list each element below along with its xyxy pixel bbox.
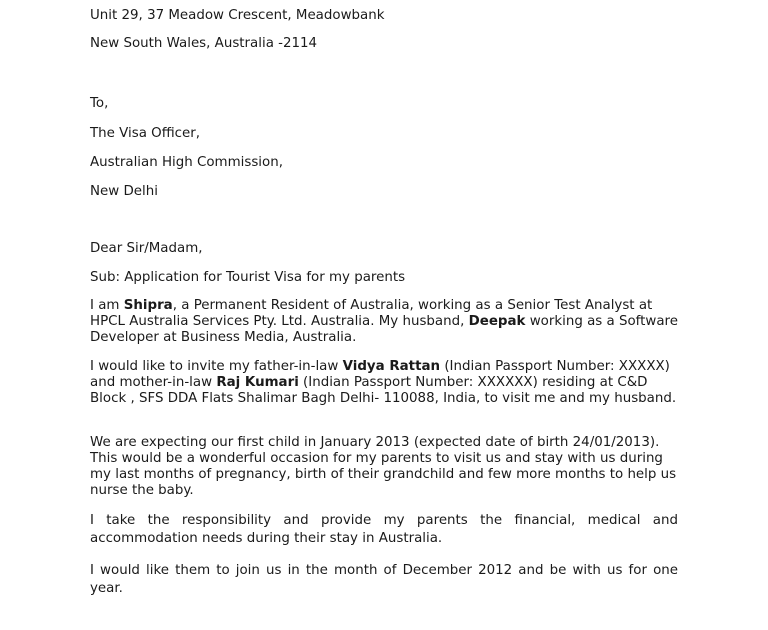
salutation: Dear Sir/Madam, bbox=[90, 241, 203, 256]
para2-text-1: I would like to invite my father-in-law bbox=[90, 359, 343, 374]
paragraph-responsibility: I take the responsibility and provide my parents the financial, medical and accommodation needs during their stay in Australia. bbox=[90, 513, 678, 546]
recipient-to: To, bbox=[90, 96, 109, 111]
para1-text-1: I am bbox=[90, 298, 124, 313]
recipient-commission: Australian High Commission, bbox=[90, 155, 283, 170]
paragraph-expecting: We are expecting our first child in January 2013 (expected date of birth 24/01/2013). This would be a wonderful occasion for my parents to visit us and stay with us during my last months of pregnancy, birth of their grandchild and few more months to help us nurse the baby. bbox=[90, 435, 677, 498]
address-line-2: New South Wales, Australia -2114 bbox=[90, 36, 318, 51]
para1-text-2: , a Permanent Resident of Australia, working as a Senior Test Analyst at HPCL Australia Services Pty. Ltd. Australia. My husband, bbox=[90, 298, 653, 329]
paragraph-invitation bbox=[90, 359, 678, 407]
para1-text-3: working as a Software Developer at Business Media, Australia. bbox=[90, 314, 679, 345]
paragraph-introduction bbox=[90, 298, 678, 346]
para2-text-2: (Indian Passport Number: XXXXX) and mother-in-law bbox=[90, 359, 670, 390]
father-in-law-name: Vidya Rattan bbox=[342, 359, 441, 374]
address-line-1: Unit 29, 37 Meadow Crescent, Meadowbank bbox=[90, 8, 385, 23]
recipient-city: New Delhi bbox=[90, 184, 158, 199]
applicant-name: Shipra bbox=[123, 298, 173, 313]
recipient-officer: The Visa Officer, bbox=[90, 126, 201, 141]
subject-line: Sub: Application for Tourist Visa for my parents bbox=[90, 270, 406, 285]
mother-in-law-name: Raj Kumari bbox=[216, 375, 299, 390]
para2-text-3: (Indian Passport Number: XXXXXX) residing at C&D Block , SFS DDA Flats Shalimar Bagh Delhi- 110088, India, to visit me and my husband. bbox=[90, 375, 677, 406]
husband-name: Deepak bbox=[468, 314, 526, 329]
paragraph-duration: I would like them to join us in the month of December 2012 and be with us for one year. bbox=[90, 563, 678, 596]
